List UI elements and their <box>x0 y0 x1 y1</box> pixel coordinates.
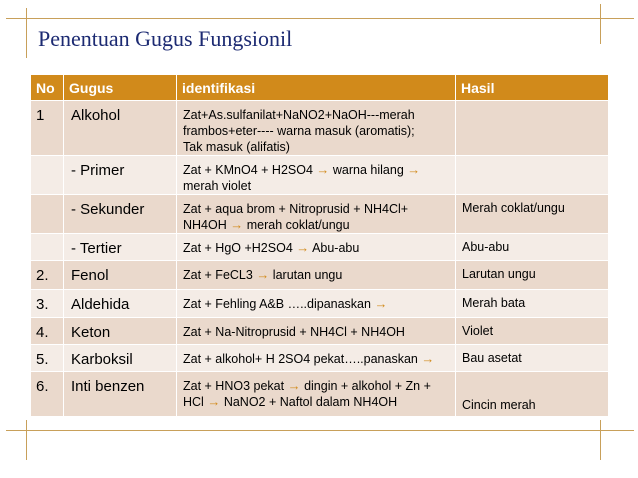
cell-hasil: Abu-abu <box>456 234 609 261</box>
cell-hasil: Merah bata <box>456 290 609 318</box>
arrow-right-icon: → <box>287 378 301 393</box>
id-text: warna hilang <box>332 163 404 177</box>
cell-identifikasi <box>177 372 456 417</box>
arrow-right-icon: → <box>316 162 330 177</box>
id-text: NH4OH <box>183 218 227 232</box>
id-text: Zat + Fehling A&B …..dipanaskan <box>183 297 371 311</box>
cell-hasil <box>456 156 609 195</box>
arrow-right-icon: → <box>207 394 221 409</box>
id-line: Tak masuk (alifatis) <box>183 140 290 154</box>
cell-identifikasi <box>177 345 456 372</box>
id-text: larutan ungu <box>272 268 343 282</box>
cell-hasil <box>456 372 609 417</box>
arrow-right-icon: → <box>256 267 270 282</box>
id-line: Zat+As.sulfanilat+NaNO2+NaOH---merah <box>183 108 415 122</box>
cell-gugus: Aldehida <box>64 290 177 318</box>
cell-gugus: Keton <box>64 318 177 345</box>
id-text: Zat + HNO3 pekat <box>183 379 285 393</box>
table-row <box>31 345 609 372</box>
table-header-row <box>31 75 609 101</box>
table-row <box>31 156 609 195</box>
arrow-right-icon: → <box>230 217 244 232</box>
cell-identifikasi <box>177 234 456 261</box>
top-rule <box>6 18 634 19</box>
cell-identifikasi <box>177 101 456 156</box>
cell-gugus: Alkohol <box>64 101 177 156</box>
cell-no: 2. <box>31 261 64 290</box>
cell-hasil <box>456 101 609 156</box>
table-row <box>31 101 609 156</box>
id-text: NaNO2 + Naftol dalam NH4OH <box>223 395 398 409</box>
bottom-right-rule <box>600 420 601 460</box>
bottom-left-rule <box>26 420 27 460</box>
id-line: Zat + aqua brom + Nitroprusid + NH4Cl+ <box>183 202 409 216</box>
cell-hasil: Larutan ungu <box>456 261 609 290</box>
cell-hasil: Violet <box>456 318 609 345</box>
id-text: Zat + HgO +H2SO4 <box>183 241 293 255</box>
cell-no <box>31 195 64 234</box>
table-row <box>31 290 609 318</box>
id-line: merah violet <box>183 179 252 193</box>
arrow-right-icon: → <box>296 240 310 255</box>
cell-gugus: - Primer <box>64 156 177 195</box>
cell-identifikasi <box>177 261 456 290</box>
id-text: merah coklat/ungu <box>246 218 350 232</box>
cell-identifikasi <box>177 156 456 195</box>
cell-identifikasi <box>177 290 456 318</box>
top-right-rule <box>600 4 601 44</box>
header-no: No <box>31 75 64 101</box>
cell-gugus: - Sekunder <box>64 195 177 234</box>
table-row <box>31 318 609 345</box>
id-text: HCl <box>183 395 204 409</box>
cell-gugus: Fenol <box>64 261 177 290</box>
cell-hasil: Merah coklat/ungu <box>456 195 609 234</box>
bottom-rule <box>6 430 634 431</box>
cell-identifikasi: Zat + Na-Nitroprusid + NH4Cl + NH4OH <box>177 318 456 345</box>
header-gugus: Gugus <box>64 75 177 101</box>
id-line: frambos+eter---- warna masuk (aromatis); <box>183 124 415 138</box>
header-hasil: Hasil <box>456 75 609 101</box>
id-text: Abu-abu <box>312 241 360 255</box>
cell-identifikasi <box>177 195 456 234</box>
header-identifikasi: identifikasi <box>177 75 456 101</box>
hasil-text: Cincin merah <box>462 398 536 412</box>
table-row <box>31 372 609 417</box>
cell-no: 3. <box>31 290 64 318</box>
table-row <box>31 195 609 234</box>
cell-no: 4. <box>31 318 64 345</box>
table-row <box>31 261 609 290</box>
slide-title: Penentuan Gugus Fungsionil <box>38 26 293 51</box>
id-text: Zat + FeCL3 <box>183 268 253 282</box>
cell-gugus: Inti benzen <box>64 372 177 417</box>
cell-no <box>31 156 64 195</box>
id-text: Zat + alkohol+ H 2SO4 pekat…..panaskan <box>183 352 418 366</box>
id-text: dingin + alkohol + Zn + <box>304 379 431 393</box>
cell-no: 1 <box>31 101 64 156</box>
functional-group-table <box>30 74 609 417</box>
arrow-right-icon: → <box>407 162 421 177</box>
arrow-right-icon: → <box>421 351 435 366</box>
arrow-right-icon: → <box>374 296 388 311</box>
cell-hasil: Bau asetat <box>456 345 609 372</box>
cell-no <box>31 234 64 261</box>
cell-gugus: - Tertier <box>64 234 177 261</box>
cell-no: 6. <box>31 372 64 417</box>
cell-gugus: Karboksil <box>64 345 177 372</box>
cell-no: 5. <box>31 345 64 372</box>
id-text: Zat + KMnO4 + H2SO4 <box>183 163 313 177</box>
table-row <box>31 234 609 261</box>
top-left-rule <box>26 8 27 58</box>
